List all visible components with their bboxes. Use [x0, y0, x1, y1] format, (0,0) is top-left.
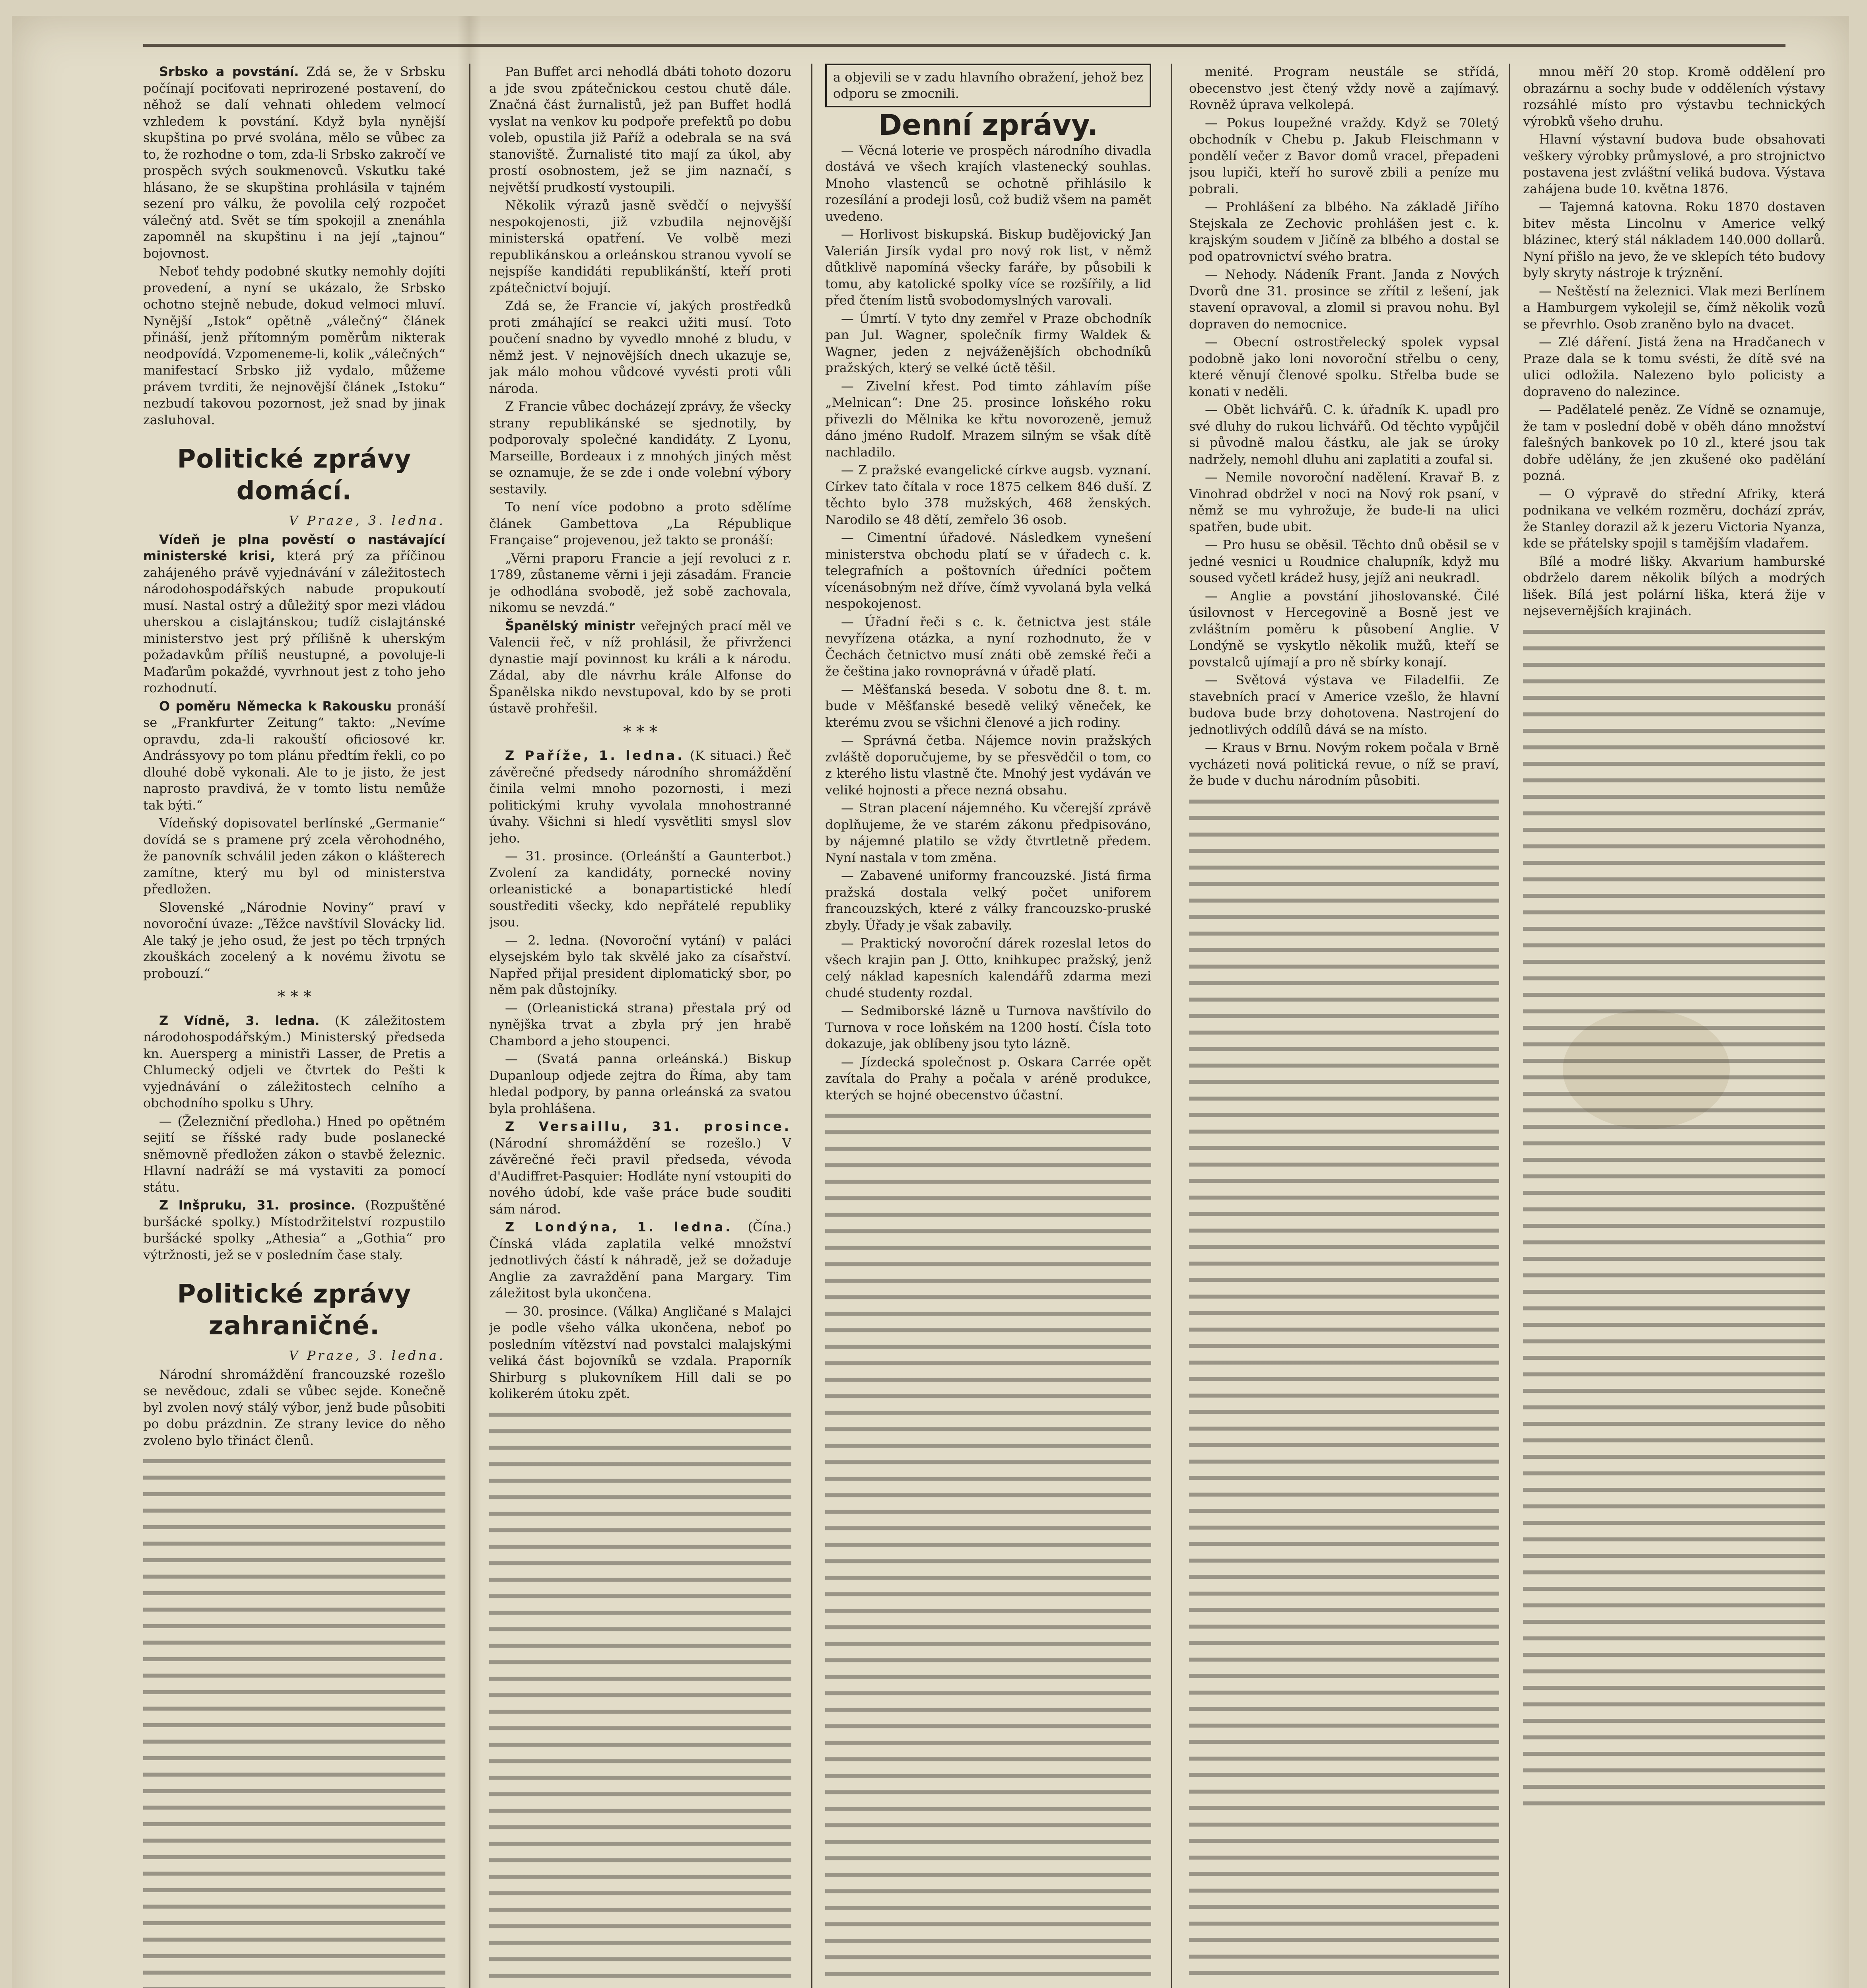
article-text: pronáší se „Frankfurter Zeitung“ takto: „Nevíme opravdu, zda-li rakouští oficiosové kr. Andrássyovy po tom plánu předtím řekli, co po dlouhé době vykonali. Ale to je jisto, že jest naprosto pravdivá, že v tomto listu nemůže tak býti.“ [143, 698, 445, 813]
article-paragraph: — Obecní ostrostřelecký spolek vypsal podobně jako loni novoroční střelbu o ceny, které věnují členové spolku. Střelba bude se konati v neděli. [1189, 334, 1499, 399]
column-1 [143, 64, 445, 1988]
article-text: Zdá se, že v Srbsku počínají pociťovati neprirozené postavení, do něhož se dalí vehnati ohledem velmocí vzhledem k povstání. Když byla nynější skupština po prvé svolána, mělo se vůbec za to, že rozhodne o tom, zda-li Srbsko zakročí ve prospěch svých soukmenovců. Vskutku také hlásano, že se skupština prohlásila v tajném sezení pro válku, že povolila celý rozpočet válečný atd. Svět se tím spokojil a znenáhla zapomněl na skupštinu i na její „tajnou“ bojovnost. [143, 64, 445, 261]
illegible-text-block [1523, 621, 1825, 1814]
article-paragraph [489, 1118, 791, 1217]
article-paragraph: — Stran placení nájemného. Ku včerejší zprávě doplňujeme, že ve starém zákonu předpisováno, by nájemné platilo se vždy čtvrtletně předem. Nyní nastala v tom změna. [825, 800, 1151, 865]
article-paragraph [143, 64, 445, 262]
article-lead: O poměru Německa k Rakousku [159, 698, 392, 714]
article-paragraph: — Světová výstava ve Filadelfii. Ze stavebních prací v Americe vzešlo, že hlavní budova bude brzy dohotovena. Nastrojení do jednotlivých oddílů dává se na místo. [1189, 672, 1499, 737]
illegible-text-block [1189, 791, 1499, 1984]
column-rule [1509, 64, 1510, 1988]
article-paragraph: Pan Buffet arci nehodlá dbáti tohoto dozoru a jde svou zpátečnickou cestou chutě dále. Značná část žurnalistů, jež pan Buffet hodlá vyslat na venkov ku podpoře prefektů po dobu voleb, opustila již Paříž a odebrala se na svá stanoviště. Žurnalisté tito mají za úkol, aby prostí osobnostem, jež se jim naznačí, s největší prudkostí vystoupili. [489, 64, 791, 195]
article-lead: Vídeň je plna pověstí o nastávající ministerské krisi, [143, 532, 445, 563]
article-paragraph: — Kraus v Brnu. Novým rokem počala v Brně vycházeti nová politická revue, o níž se praví, že bude v duchu národním působiti. [1189, 740, 1499, 788]
article-paragraph: — Úřadní řeči s c. k. četnictva jest stále nevyřízena otázka, a nyní rozhodnuto, že v Čechách četnictvo musí znáti obě zemské řeči a že čeština jako rovnoprávná v úřadě platí. [825, 614, 1151, 679]
article-paragraph: — Obět lichvářů. C. k. úřadník K. upadl pro své dluhy do rukou lichvářů. Od těchto vypůjčil si původně malou částku, ale jak se úroky nadržely, nemohl dluhu ani zaplatiti a zoufal si. [1189, 402, 1499, 467]
article-paragraph: mnou měří 20 stop. Kromě oddělení pro obrazárnu a sochy bude v odděleních výstavy rozsáhlé místo pro výstavbu technických výrobků všeho druhu. [1523, 64, 1825, 129]
column-3 [825, 64, 1151, 1988]
article-paragraph: — Sedmiborské lázně u Turnova navštívilo do Turnova v roce loňském na 1200 hostí. Čísla toto dokazuje, jak oblíbeny jsou tyto lázně. [825, 1003, 1151, 1051]
article-paragraph [143, 532, 445, 697]
article-paragraph: — Neštěstí na železnici. Vlak mezi Berlínem a Hamburgem vykolejil se, čímž několik vozů se převrhlo. Osob zraněno bylo na dvacet. [1523, 283, 1825, 332]
column-rule [811, 64, 812, 1988]
article-paragraph: — 30. prosince. (Válka) Angličané s Malajci je podle všeho válka ukončena, neboť po posledním vítězství nad povstalci malajskými veliká část bojovníků se vzdala. Praporník Shirburg s plukovníkem Hill dali se po kolikerém útoku zpět. [489, 1303, 791, 1401]
article-paragraph: — Zivelní křest. Pod timto záhlavím píše „Melnican“: Dne 25. prosince loňského roku přivezli do Mělnika ke křtu novorozeně, jemuž dáno jméno Rudolf. Mrazem silným se však dítě nachladilo. [825, 378, 1151, 460]
article-paragraph: menité. Program neustále se střídá, obecenstvo jest čtený vždy nově a zajímavý. Rovněž úprava velkolepá. [1189, 64, 1499, 112]
article-lead: Z Paříže, 1. ledna. [505, 748, 685, 763]
article-text: (K záležitostem národohospodářským.) Ministerský předseda kn. Auersperg a ministři Lasser, de Pretis a Chlumecký odjeli ve čtvrtek do Pešti k vyjednávání o záležitostech celního a obchodního spolku s Uhry. [143, 1013, 445, 1110]
article-paragraph: Několik výrazů jasně svědčí o nejvyšší nespokojenosti, již vzbudila nejnovější ministerská opatření. Ve volbě mezi republikánskou a orleánskou stranou vyvolí se nejspíše kandidáti republikánští, kteří proti zpátečnictví bojují. [489, 198, 791, 295]
article-paragraph: — Správná četba. Nájemce novin pražských zvláště doporučujeme, by se přesvědčil o tom, co z kterého listu vlastně čte. Mnohý jest vydáván ve veliké hojnosti a přece nezná obsahu. [825, 733, 1151, 798]
article-paragraph: Zdá se, že Francie ví, jakých prostředků proti zmáhající se reakci užiti musí. Toto poučení snadno by vyvedlo mnohé z bludu, v němž jest. V nejnovějších dnech ukazuje se, jak málo mohou vůdcové vyvésti proti vůli národa. [489, 298, 791, 396]
top-border-rule [143, 44, 1785, 47]
article-paragraph: — Cimentní úřadové. Následkem vynešení ministerstva obchodu platí se v úřadech c. k. telegrafních a poštovních úředníci počtem vícenásobným než dříve, čímž vyvolaná byla velká nespokojenost. [825, 530, 1151, 611]
article-lead: Z Versaillu, 31. prosince. [505, 1119, 791, 1134]
illegible-text-block [143, 1450, 445, 1988]
article-paragraph [143, 1013, 445, 1112]
article-paragraph: — Nehody. Nádeník Frant. Janda z Nových Dvorů dne 31. prosince se zřítil z lešení, jak stavení opravoval, a zlomil si pravou nohu. Byl dopraven do nemocnice. [1189, 267, 1499, 332]
article-paragraph: Vídeňský dopisovatel berlínské „Germanie“ dovídá se s pramene prý zcela věrohodného, že panovník schválil jeden zákon o klášterech zamítne, který mu byl od ministerstva předložen. [143, 815, 445, 897]
article-lead: Srbsko a povstání. [159, 64, 299, 79]
illegible-text-block [489, 1404, 791, 1988]
article-paragraph: — Prohlášení za blbého. Na základě Jiřího Stejskala ze Zechovic prohlášen jest c. k. krajským soudem v Jičíně za blbého a dostal se pod opatrovnictví svého bratra. [1189, 199, 1499, 264]
article-paragraph: Slovenské „Národnie Noviny“ praví v novoroční úvaze: „Těžce navštívil Slovácky lid. Ale taký je jeho osud, že jest po těch trpných zkouškách zocelený a k novému životu se probouzí.“ [143, 899, 445, 981]
article-lead: Z Inšpruku, 31. prosince. [159, 1198, 356, 1213]
article-paragraph [143, 1197, 445, 1263]
article-text: veřejných prací měl ve Valencii řeč, v níž prohlásil, že přivrženci dynastie mají povinnost ku králi a k národu. Zádal, aby dle návrhu krále Alfonse do Španělska nikdo nevstupoval, kdo by se proti ústavě prohřešil. [489, 618, 791, 716]
article-paragraph: To není více podobno a proto sdělíme článek Gambettova „La République Française“ projevenou, jež takto se pronáší: [489, 499, 791, 547]
section-headline-domestic: Politické zprávy domácí. [177, 445, 412, 506]
article-paragraph: — Anglie a povstání jihoslovanské. Čilé úsilovnost v Hercegovině a Bosně jest ve zvláštním poměru k působení Anglie. V Londýně se vyskytlo několik mužů, kteří se povstalců ujímají a pro ně sbírky konají. [1189, 588, 1499, 670]
article-paragraph: — 31. prosince. (Orleánští a Gaunterbot.) Zvolení za kandidáty, pornecké noviny orleanistické a bonapartistické hledí soustřediti všecky, kdo nepřátelé republiky jsou. [489, 848, 791, 930]
article-paragraph [143, 698, 445, 814]
article-paragraph: — Nemile novoroční nadělení. Kravař B. z Vinohrad obdržel v noci na Nový rok psaní, v němž se mu vyhrožuje, že bude-li na ulici spatřen, bude ubit. [1189, 470, 1499, 534]
column-rule [469, 64, 470, 1988]
article-text: (Národní shromáždění se rozešlo.) V závěrečné řeči pravil předseda, vévoda d'Audiffret-Pasquier: Hodláte nyní vstoupiti do nového údobí, kde vaše práce bude souditi sám národ. [489, 1135, 791, 1217]
article-text: (K situaci.) Řeč závěrečné předsedy národního shromáždění činila velmi mnoho pozornosti, i mezi politickými kruhy vyvolala mnohostranné úvahy. Všichni si hledí vysvětliti smysl slov jeho. [489, 748, 791, 846]
article-paragraph [489, 618, 791, 717]
article-text: (Čína.) Čínská vláda zaplatila velké množství jednotlivých částí k náhradě, jež se dožaduje Anglie za zavraždění pana Margary. Tim záležitost byla ukončena. [489, 1219, 791, 1301]
article-paragraph: — Tajemná katovna. Roku 1870 dostaven bitev města Lincolnu v Americe velký blázinec, který stál nákladem 140.000 dollarů. Nyní přišlo na jevo, že ve sklepích této budovy byly skryty nástroje k trýznění. [1523, 199, 1825, 280]
article-paragraph: Hlavní výstavní budova bude obsahovati veškery výrobky průmyslové, a pro strojnictvo postavena jest zvláštní veliká budova. Výstava zahájena bude 10. května 1876. [1523, 132, 1825, 196]
article-paragraph: — (Železniční předloha.) Hned po opětném sejití se říšské rady bude poslanecké sněmovně předložen zákon o stavbě železnic. Hlavní nadráží se má vystaviti za pomocí státu. [143, 1113, 445, 1195]
article-paragraph: — O výpravě do střední Afriky, která podnikana ve velkém rozměru, dochází zpráv, že Stanley dorazil až k jezeru Victoria Nyanza, kde se přátelsky spojil s tamějším vladařem. [1523, 486, 1825, 551]
article-paragraph: — Padělatelé peněz. Ze Vídně se oznamuje, že tam v poslední době v oběh dáno množství falešných bankovek po 10 zl., které jsou tak dobře udělány, že jen zkušené oko padělání pozná. [1523, 402, 1825, 483]
article-paragraph: — Pro husu se oběsil. Těchto dnů oběsil se v jedné vesnici u Roudnice chalupník, když mu soused vyčetl krádež husy, jejíž ani neukradl. [1189, 537, 1499, 585]
article-paragraph: „Věrni praporu Francie a její revoluci z r. 1789, zůstaneme věrni i jeji zásadám. Francie je odhodlána svobodě, jež sobě zachovala, nikomu se nevzdá.“ [489, 550, 791, 615]
article-paragraph [489, 1219, 791, 1302]
article-paragraph: — Jízdecká společnost p. Oskara Carrée opět zavítala do Prahy a počala v aréně produkce, kterých se hojné obecenstvo účastní. [825, 1054, 1151, 1103]
article-paragraph: — 2. ledna. (Novoroční vytání) v paláci elysejském bylo tak skvělé jako za císařství. Napřed přijal president diplomatický sbor, po něm pak důstojníky. [489, 932, 791, 997]
article-paragraph: — (Svatá panna orleánská.) Biskup Dupanloup odjede zejtra do Říma, aby tam hledal podpory, by panna orleánská za svatou byla prohlášena. [489, 1051, 791, 1116]
article-text: (Rozpuštěné buršácké spolky.) Místodržitelství rozpustilo buršácké spolky „Athesia“ a „Gothia“ pro výtržnosti, jež se v posledním čase staly. [143, 1198, 445, 1262]
article-paragraph [489, 747, 791, 846]
article-paragraph: — Úmrtí. V tyto dny zemřel v Praze obchodník pan Jul. Wagner, společník firmy Waldek & Wagner, jeden z nejváženějších obchodníků pražských, který se velké úctě těšil. [825, 311, 1151, 375]
article-lead: Z Londýna, 1. ledna. [505, 1219, 733, 1235]
dateline: V Praze, 3. ledna. [289, 513, 445, 528]
article-paragraph: — Měšťanská beseda. V sobotu dne 8. t. m. bude v Měšťanské besedě veliký věneček, ke kterému zvou se všichni členové a jich rodiny. [825, 681, 1151, 730]
article-paragraph: — Zabavené uniformy francouzské. Jistá firma pražská dostala velký počet uniforem francouzských, které z války francouzsko-pruské zbyly. Úřady je však zabavily. [825, 868, 1151, 933]
column-2 [489, 64, 791, 1988]
article-paragraph: — Horlivost biskupská. Biskup budějovický Jan Valerián Jirsík vydal pro nový rok list, v němž důtklivě napomíná všecky faráře, by působili k tomu, aby katolické spolky více se rozšířily, a lid před čtením listů svobodomyslných varovali. [825, 227, 1151, 308]
dateline: V Praze, 3. ledna. [289, 1348, 445, 1363]
boxed-continuation: a objevili se v zadu hlavního obražení, jehož bez odporu se zmocnili. [825, 64, 1151, 107]
article-paragraph: — Pokus loupežné vraždy. Když se 70letý obchodník v Chebu p. Jakub Fleischmann v pondělí večer z Bavor domů vracel, přepadeni jsou lupiči, kteří ho surově zbili a peníze mu pobrali. [1189, 115, 1499, 196]
column-4 [1189, 64, 1499, 1988]
article-paragraph: — Z pražské evangelické církve augsb. vyznaní. Církev tato čítala v roce 1875 celkem 846 duší. Z těchto bylo 378 mužských, 468 ženských. Narodilo se 48 dětí, zemřelo 36 osob. [825, 462, 1151, 527]
separator-stars: * * * [623, 722, 657, 741]
article-paragraph: Bílé a modré lišky. Akvarium hamburské obdrželo darem několik bílých a modrých lišek. Bílá jest polární liška, která žije v nejsevernějších krajinách. [1523, 553, 1825, 618]
section-headline-daily: Denní zprávy. [878, 108, 1098, 142]
article-lead: Z Vídně, 3. ledna. [159, 1013, 320, 1028]
column-5 [1523, 64, 1825, 1988]
article-paragraph: — Praktický novoroční dárek rozeslal letos do všech krajin pan J. Otto, knihkupec pražský, jenž celý náklad kapesních kalendářů zdarma mezi chudé studenty rozdal. [825, 936, 1151, 1000]
illegible-text-block [825, 1105, 1151, 1988]
separator-stars: * * * [277, 988, 311, 1006]
article-text: která prý za příčinou zahájeného právě vyjednávání v záležitostech národohospodářských nabude propukoutí musí. Nastal ostrý a důležitý spor mezi vládou uherskou a cislajtánskou; tudíž cislajtánské ministerstvo jest prý přílišně k uherským požadavkům příliš neustupné, a povoluje-li Maďarům pokaždé, vyvrhnout jest z toho jeho rozhodnutí. [143, 548, 445, 695]
newspaper-page [12, 16, 1849, 1988]
article-paragraph: — Zlé dáření. Jistá žena na Hradčanech v Praze dala se k tomu svésti, že dítě své na ulici odložila. Nalezeno bylo policisty a dopraveno do nalezince. [1523, 334, 1825, 399]
section-headline-foreign: Politické zprávy zahraničné. [177, 1279, 412, 1341]
article-paragraph: Z Francie vůbec docházejí zprávy, že všecky strany republikánské se sjednotily, by podporovaly společné kandidáty. Z Lyonu, Marseille, Bordeaux i z mnohých jiných měst se oznamuje, že se zde i onde volební výbory sestavily. [489, 399, 791, 497]
article-paragraph: — Věcná loterie ve prospěch národního divadla dostává ve všech krajích vlastenecký souhlas. Mnoho vlastenců se ochotně přihlásilo k rozesílání a prodeji losů, což budiž všem na pamět uvedeno. [825, 142, 1151, 224]
column-rule [1171, 64, 1172, 1988]
article-paragraph: — (Orleanistická strana) přestala prý od nynějška trvat a zbyla prý jen hrabě Chambord a jeho stoupenci. [489, 1000, 791, 1048]
article-paragraph: Neboť tehdy podobné skutky nemohly dojíti provedení, a nyní se ukázalo, že Srbsko ochotno stejně nebude, dokud velmoci mluví. Nynější „Istok“ opětně „válečný“ článek přináší, jenž přítomným poměrům nikterak neodpovídá. Vzpomeneme-li, kolik „válečných“ manifestací Srbsko již vydalo, můžeme právem tvrditi, že nejnovější článek „Istoku“ nezbudí takovou pozornost, jež snad by jinak zasluhoval. [143, 264, 445, 427]
article-lead: Španělský ministr [505, 618, 635, 633]
article-paragraph: Národní shromáždění francouzské rozešlo se nevědouc, zdali se vůbec sejde. Konečně byl zvolen nový stálý výbor, jenž bude působiti po dobu prázdnin. Ze strany levice do něho zvoleno bylo třináct členů. [143, 1367, 445, 1448]
